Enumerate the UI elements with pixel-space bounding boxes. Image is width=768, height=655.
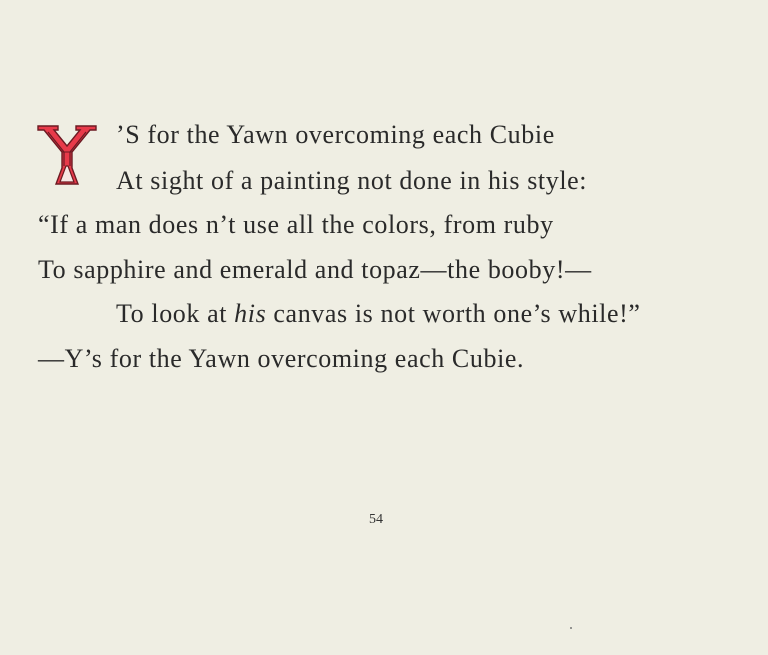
page-number: 54 xyxy=(369,512,383,527)
poem-line-5-start: To look at xyxy=(116,299,235,328)
poem-line-5-emphasis: his xyxy=(234,299,267,328)
poem-line-2: At sight of a painting not done in his style: xyxy=(116,166,588,195)
decorated-initial-y xyxy=(36,122,98,188)
poem-line-3: “If a man does n’t use all the colors, from ruby xyxy=(38,210,554,239)
poem-line-5 xyxy=(116,301,641,327)
poem-line-6: —Y’s for the Yawn overcoming each Cubie. xyxy=(38,344,525,373)
poem-line-4: To sapphire and emerald and topaz—the booby!— xyxy=(38,255,592,284)
paper-speck xyxy=(570,627,572,629)
poem-line-1: ’S for the Yawn overcoming each Cubie xyxy=(116,120,555,149)
poem-line-5-end: canvas is not worth one’s while!” xyxy=(266,299,641,328)
